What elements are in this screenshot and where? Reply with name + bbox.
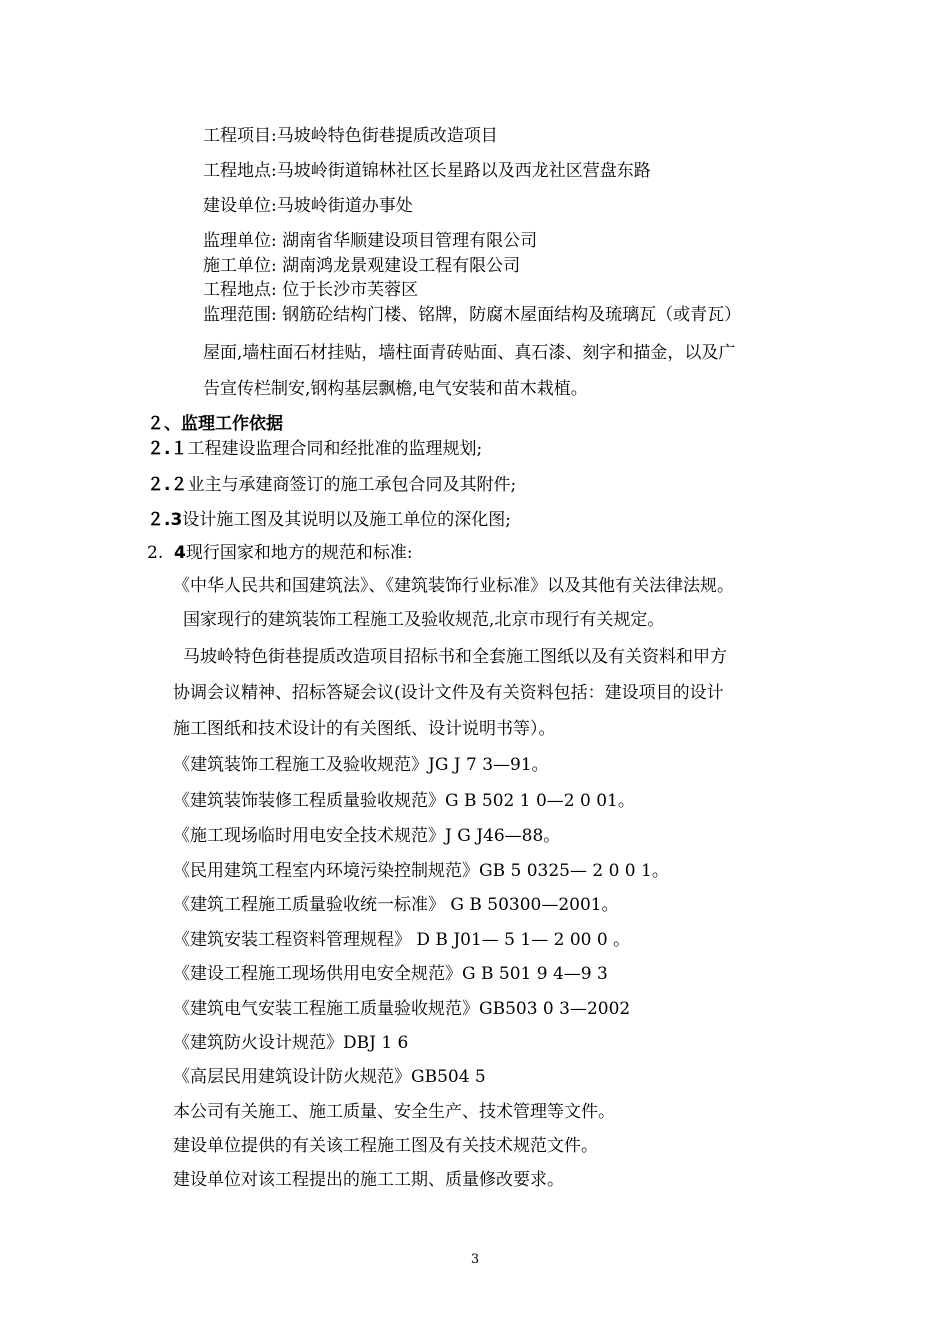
basis-line: 《建筑防火设计规范》DBJ 1 6	[173, 1033, 409, 1053]
basis-item	[147, 542, 413, 564]
project-name-line: 工程项目:马坡岭特色街巷提质改造项目	[203, 126, 498, 146]
contractor-line: 施工单位: 湖南鸿龙景观建设工程有限公司	[203, 256, 521, 276]
basis-line: 《建筑装饰工程施工及验收规范》JG J 7 3—91。	[173, 755, 549, 775]
basis-line: 《建筑安装工程资料管理规程》 D B J01— 5 1— 2 00 0 。	[173, 930, 631, 950]
basis-item	[147, 474, 516, 496]
basis-item	[147, 509, 511, 531]
basis-line: 本公司有关施工、施工质量、安全生产、技术管理等文件。	[173, 1102, 615, 1122]
scope-line: 告宣传栏制安,钢构基层飘檐,电气安装和苗木栽植。	[203, 379, 588, 399]
basis-line: 《建筑装饰装修工程质量验收规范》G B 502 1 0—2 0 01。	[173, 791, 635, 811]
scope-line: 屋面,墙柱面石材挂贴，墙柱面青砖贴面、真石漆、刻字和描金，以及广	[203, 343, 736, 363]
client-line: 建设单位:马坡岭街道办事处	[203, 196, 413, 216]
page-number: 3	[470, 1252, 480, 1267]
item-text: 业主与承建商签订的施工承包合同及其附件;	[187, 475, 517, 495]
supervisor-line: 监理单位: 湖南省华顺建设项目管理有限公司	[203, 231, 538, 251]
project-location-line: 工程地点:马坡岭街道锦林社区长星路以及西龙社区营盘东路	[203, 161, 651, 181]
basis-line: 马坡岭特色街巷提质改造项目招标书和全套施工图纸以及有关资料和甲方	[183, 647, 727, 667]
item-number: ２.１	[147, 439, 188, 459]
item-text: 工程建设监理合同和经批准的监理规划;	[187, 439, 483, 459]
basis-item	[147, 438, 482, 460]
site-line: 工程地点: 位于长沙市芙蓉区	[203, 280, 419, 300]
item-text: 设计施工图及其说明以及施工单位的深化图;	[182, 510, 512, 530]
item-number: 4	[174, 543, 186, 563]
item-number: ２.２	[147, 475, 188, 495]
basis-line: 施工图纸和技术设计的有关图纸、设计说明书等）。	[173, 719, 556, 739]
basis-line: 国家现行的建筑装饰工程施工及验收规范,北京市现行有关规定。	[183, 610, 665, 630]
basis-line: 《建筑电气安装工程施工质量验收规范》GB503 0 3—2002	[173, 999, 631, 1019]
item-prefix: 2.	[147, 543, 175, 563]
basis-line: 建设单位提供的有关该工程施工图及有关技术规范文件。	[173, 1136, 598, 1156]
basis-line: 《建设工程施工现场供用电安全规范》G B 501 9 4—9 3	[173, 964, 608, 984]
basis-line: 《中华人民共和国建筑法》、《建筑装饰行业标准》以及其他有关法律法规。	[173, 576, 734, 596]
basis-line: 协调会议精神、招标答疑会议(设计文件及有关资料包括：建设项目的设计	[173, 683, 724, 703]
basis-line: 《建筑工程施工质量验收统一标准》 G B 50300—2001。	[173, 895, 619, 915]
scope-line: 监理范围: 钢筋砼结构门楼、铭牌，防腐木屋面结构及琉璃瓦（或青瓦）	[203, 305, 742, 325]
item-number: ２.3	[147, 510, 183, 530]
item-text: 现行国家和地方的规范和标准:	[185, 543, 413, 563]
basis-line: 《施工现场临时用电安全技术规范》J G J46—88。	[173, 826, 561, 846]
basis-line: 《高层民用建筑设计防火规范》GB504 5	[173, 1067, 486, 1087]
basis-line: 《民用建筑工程室内环境污染控制规范》GB 5 0325— 2 0 0 1。	[173, 861, 669, 881]
section-heading: ２、监理工作依据	[147, 414, 283, 434]
basis-line: 建设单位对该工程提出的施工工期、质量修改要求。	[173, 1170, 564, 1190]
